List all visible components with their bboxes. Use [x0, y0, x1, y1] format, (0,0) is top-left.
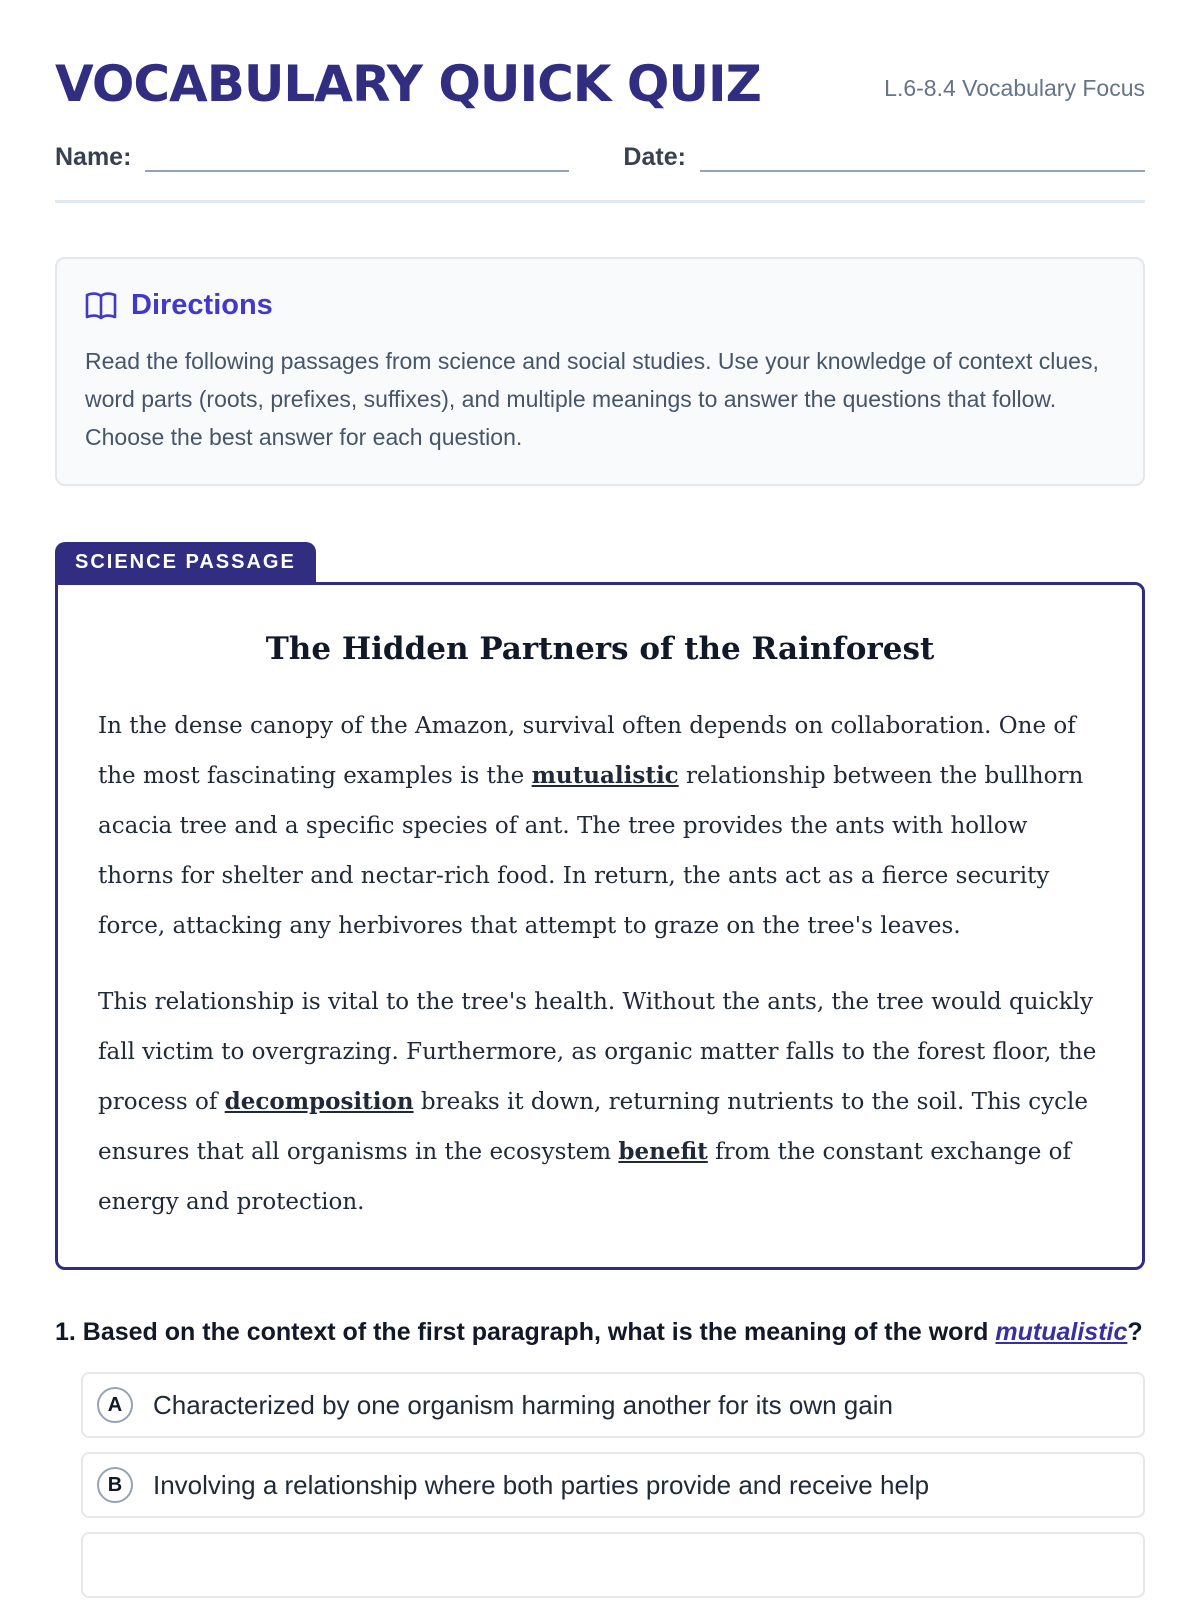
standard-label: L.6-8.4 Vocabulary Focus — [884, 75, 1145, 101]
passage-text: In the dense canopy of the Amazon, survival often depends on collaboration. One of the most fascinating examples is the — [98, 713, 1076, 789]
passage-text: from the constant exchange of energy and protection. — [98, 1139, 1072, 1215]
option-letter-badge: A — [97, 1387, 133, 1423]
book-open-icon — [85, 291, 117, 321]
header-divider — [55, 200, 1145, 203]
directions-title: Directions — [131, 289, 273, 321]
passage-text: This relationship is vital to the tree's health. Without the ants, the tree would quickly fall victim to overgrazing. Furthermore, as organic matter falls to the forest floor, the process of — [98, 989, 1097, 1115]
passage-title: The Hidden Partners of the Rainforest — [265, 631, 935, 667]
question-suffix: ? — [1127, 1318, 1143, 1346]
name-field[interactable] — [145, 140, 569, 172]
vocab-word-decomposition: decomposition — [224, 1088, 414, 1115]
name-date-row — [55, 140, 1145, 172]
answer-option-c-partial[interactable] — [81, 1532, 1145, 1598]
question-vocab-word: mutualistic — [995, 1318, 1128, 1346]
passage-paragraph-1 — [98, 701, 1102, 951]
passage-tab: SCIENCE PASSAGE — [55, 542, 316, 582]
name-label: Name: — [55, 143, 132, 171]
answer-option-a[interactable] — [81, 1372, 1145, 1438]
vocab-word-mutualistic: mutualistic — [531, 762, 679, 789]
answer-option-b[interactable] — [81, 1452, 1145, 1518]
date-field[interactable] — [700, 140, 1145, 172]
passage-text: relationship between the bullhorn acacia tree and a specific species of ant. The tree provides the ants with hollow thorns for shelter and nectar-rich food. In return, the ants act as a fierce security force, attacking any herbivores that attempt to graze on the tree's leaves. — [98, 763, 1084, 939]
science-passage — [55, 542, 1145, 1270]
vocab-word-benefit: benefit — [618, 1138, 708, 1165]
header — [55, 0, 1145, 112]
option-text: Characterized by one organism harming another for its own gain — [153, 1389, 893, 1420]
answer-options — [81, 1372, 1145, 1598]
option-text: Involving a relationship where both parties provide and receive help — [153, 1469, 930, 1500]
passage-box — [55, 582, 1145, 1270]
page-title: VOCABULARY QUICK QUIZ — [55, 55, 761, 113]
date-label: Date: — [623, 143, 686, 171]
directions-box — [55, 257, 1145, 486]
passage-paragraph-2 — [98, 977, 1102, 1227]
question-text: 1. Based on the context of the first paragraph, what is the meaning of the word — [55, 1318, 996, 1346]
directions-header — [85, 289, 1115, 322]
directions-text: Read the following passages from science and social studies. Use your knowledge of context clues, word parts (roots, prefixes, suffixes), and multiple meanings to answer the questions that follow. Choose the best answer for each question. — [85, 348, 1099, 450]
passage-text: breaks it down, returning nutrients to the soil. This cycle ensures that all organisms in the ecosystem — [98, 1089, 1088, 1165]
question-1 — [55, 1312, 1145, 1352]
option-letter-badge: B — [97, 1467, 133, 1503]
